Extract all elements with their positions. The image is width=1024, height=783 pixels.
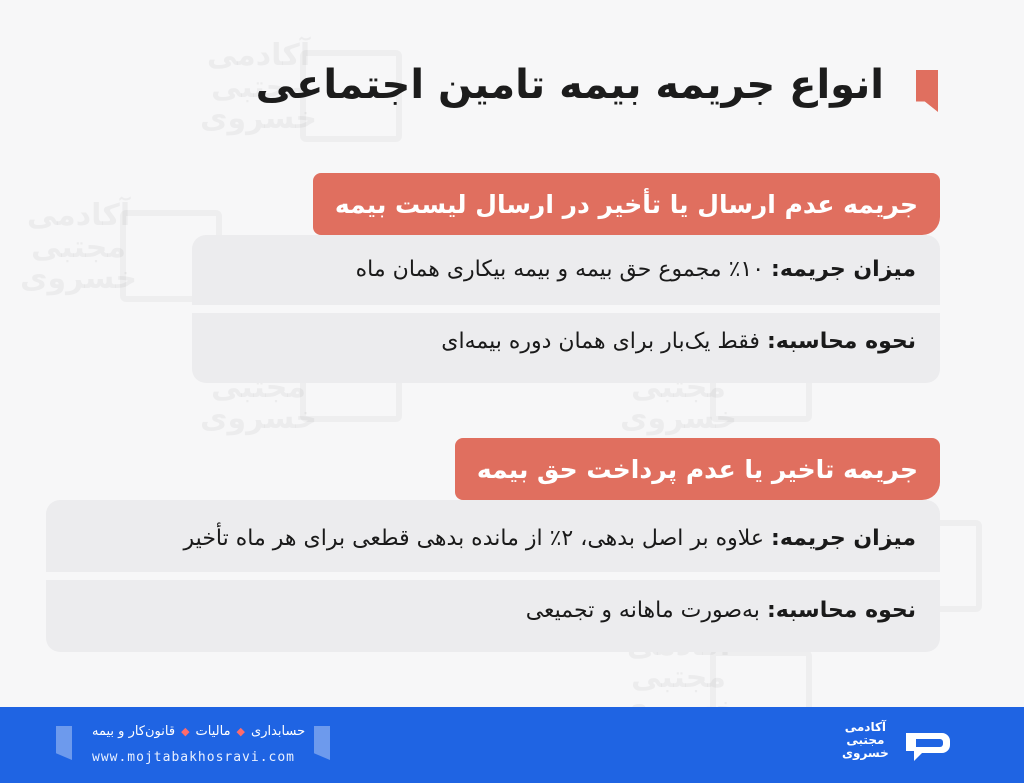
brand-logo-icon (902, 729, 954, 763)
penalty-amount-row (184, 526, 916, 551)
row-label: میزان جریمه: (771, 526, 916, 551)
card-divider (192, 305, 940, 313)
row-value: به‌صورت ماهانه و تجمیعی (525, 598, 767, 623)
section-heading: جریمه عدم ارسال یا تأخیر در ارسال لیست بیمه (313, 173, 940, 235)
row-label: نحوه محاسبه: (766, 329, 916, 354)
title-flag-icon (916, 70, 938, 112)
card-divider (46, 572, 940, 580)
row-value: فقط یک‌بار برای همان دوره بیمه‌ای (441, 329, 767, 354)
watermark-logo (20, 200, 137, 295)
row-label: میزان جریمه: (771, 257, 916, 282)
footer-category: قانون‌کار و بیمه (92, 724, 176, 739)
calculation-method-row (441, 329, 916, 354)
section-card (192, 235, 940, 383)
footer-flag-icon (314, 726, 330, 760)
brand-logo-text: آکادمی مجتبی خسروی (842, 720, 889, 761)
footer-category: حسابداری (251, 724, 306, 739)
footer-website-link[interactable]: www.mojtabakhosravi.com (92, 750, 296, 765)
footer-flag-icon (56, 726, 72, 760)
footer-categories (92, 724, 305, 739)
section-heading: جریمه تاخیر یا عدم پرداخت حق بیمه (455, 438, 940, 500)
footer-separator-icon: ◆ (236, 725, 246, 738)
footer-bar (0, 707, 1024, 783)
row-value: علاوه بر اصل بدهی، ۲٪ از مانده بدهی قطعی برای هر ماه تأخیر (183, 526, 772, 551)
footer-category: مالیات (195, 724, 231, 739)
penalty-amount-row (356, 257, 916, 282)
row-label: نحوه محاسبه: (766, 598, 916, 623)
section-card (46, 500, 940, 652)
footer-separator-icon: ◆ (181, 725, 190, 738)
calculation-method-row (526, 598, 916, 623)
row-value: ۱۰٪ مجموع حق بیمه و بیمه بیکاری همان ماه (355, 257, 772, 282)
page-title: انواع جریمه بیمه تامین اجتماعی (255, 62, 884, 108)
